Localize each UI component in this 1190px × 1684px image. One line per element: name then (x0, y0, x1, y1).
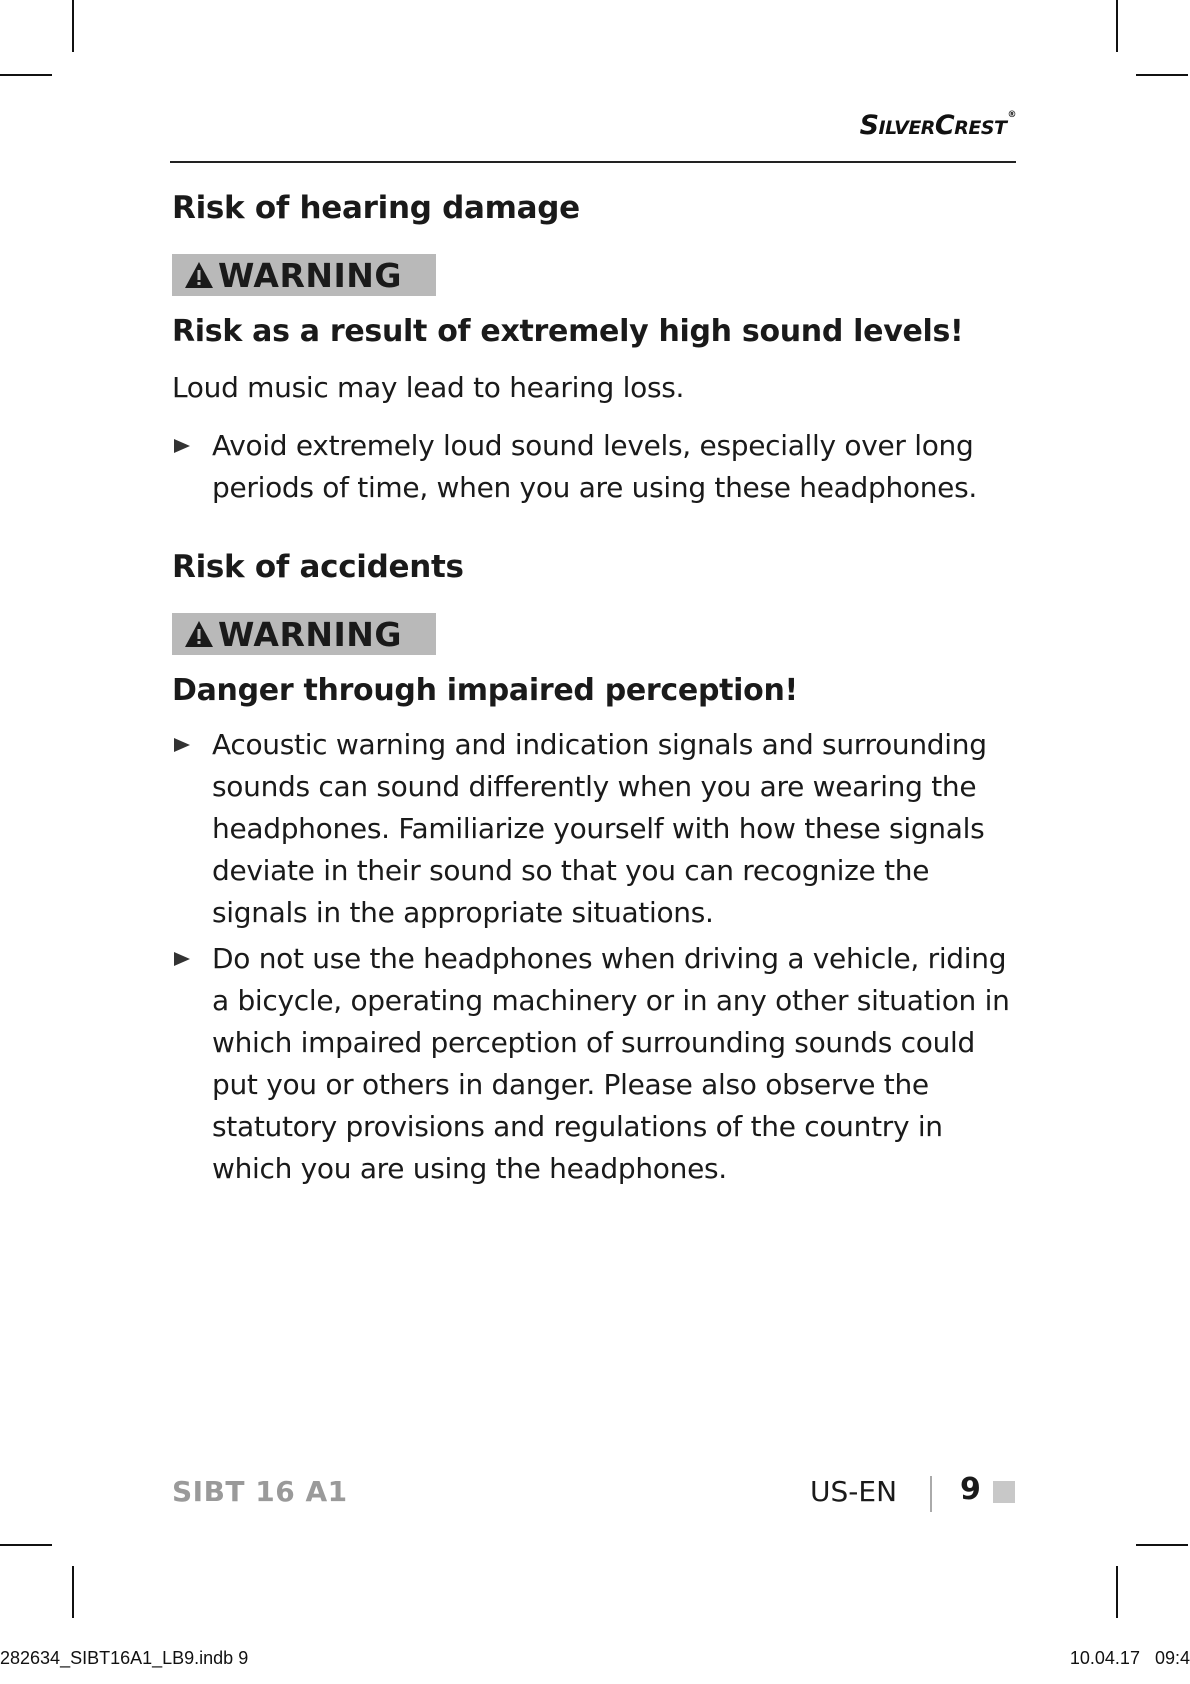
warning-label: WARNING (218, 614, 402, 654)
brand-logo: SilverCrest® (859, 110, 1016, 141)
triangle-bullet-icon (174, 439, 190, 453)
crop-mark (0, 74, 52, 76)
page-content (172, 190, 1012, 1194)
bullet-list (172, 724, 1012, 1190)
warning-subhead: Danger through impaired perception! (172, 673, 798, 708)
footer-model: SIBT 16 A1 (172, 1475, 348, 1508)
section-title: Risk of accidents (172, 549, 464, 585)
header-rule (170, 161, 1016, 163)
warning-label: WARNING (218, 255, 402, 295)
crop-mark (1116, 1566, 1118, 1618)
warning-subhead: Risk as a result of extremely high sound levels! (172, 314, 964, 349)
crop-mark (72, 0, 74, 52)
crop-mark (1136, 1544, 1188, 1546)
list-item: Acoustic warning and indication signals and surrounding sounds can sound differently when you are wearing the headphones. Familiarize yourself with how these signals deviate in their sound so that you can recognize the signals in the appropriate situations. (172, 724, 1012, 934)
warning-paragraph: Loud music may lead to hearing loss. (172, 371, 685, 404)
warning-triangle-icon (184, 620, 214, 648)
page-marker-square (993, 1481, 1015, 1503)
footer-language: US-EN (810, 1475, 898, 1508)
warning-banner (172, 254, 436, 296)
crop-mark (1136, 74, 1188, 76)
page-number: 9 (960, 1472, 981, 1507)
section-hearing-damage (172, 190, 1012, 509)
footer-separator (930, 1476, 932, 1512)
bullet-list (172, 425, 1012, 509)
crop-mark (1116, 0, 1118, 52)
print-slug-datetime: 10.04.17 09:4 (1069, 1648, 1190, 1668)
list-item: Avoid extremely loud sound levels, especially over long periods of time, when you are using these headphones. (172, 425, 1012, 509)
section-accidents (172, 549, 1012, 1190)
list-item: Do not use the headphones when driving a vehicle, riding a bicycle, operating machinery or in any other situation in which impaired perception of surrounding sounds could put you or others in danger. Please also observe the statutory provisions and regulations of the country in which you are using the headphones. (172, 938, 1012, 1190)
warning-banner (172, 613, 436, 655)
crop-mark (72, 1566, 74, 1618)
section-title: Risk of hearing damage (172, 190, 580, 226)
triangle-bullet-icon (174, 738, 190, 752)
warning-triangle-icon (184, 261, 214, 289)
print-slug-file: 282634_SIBT16A1_LB9.indb 9 (0, 1648, 249, 1668)
triangle-bullet-icon (174, 952, 190, 966)
crop-mark (0, 1544, 52, 1546)
